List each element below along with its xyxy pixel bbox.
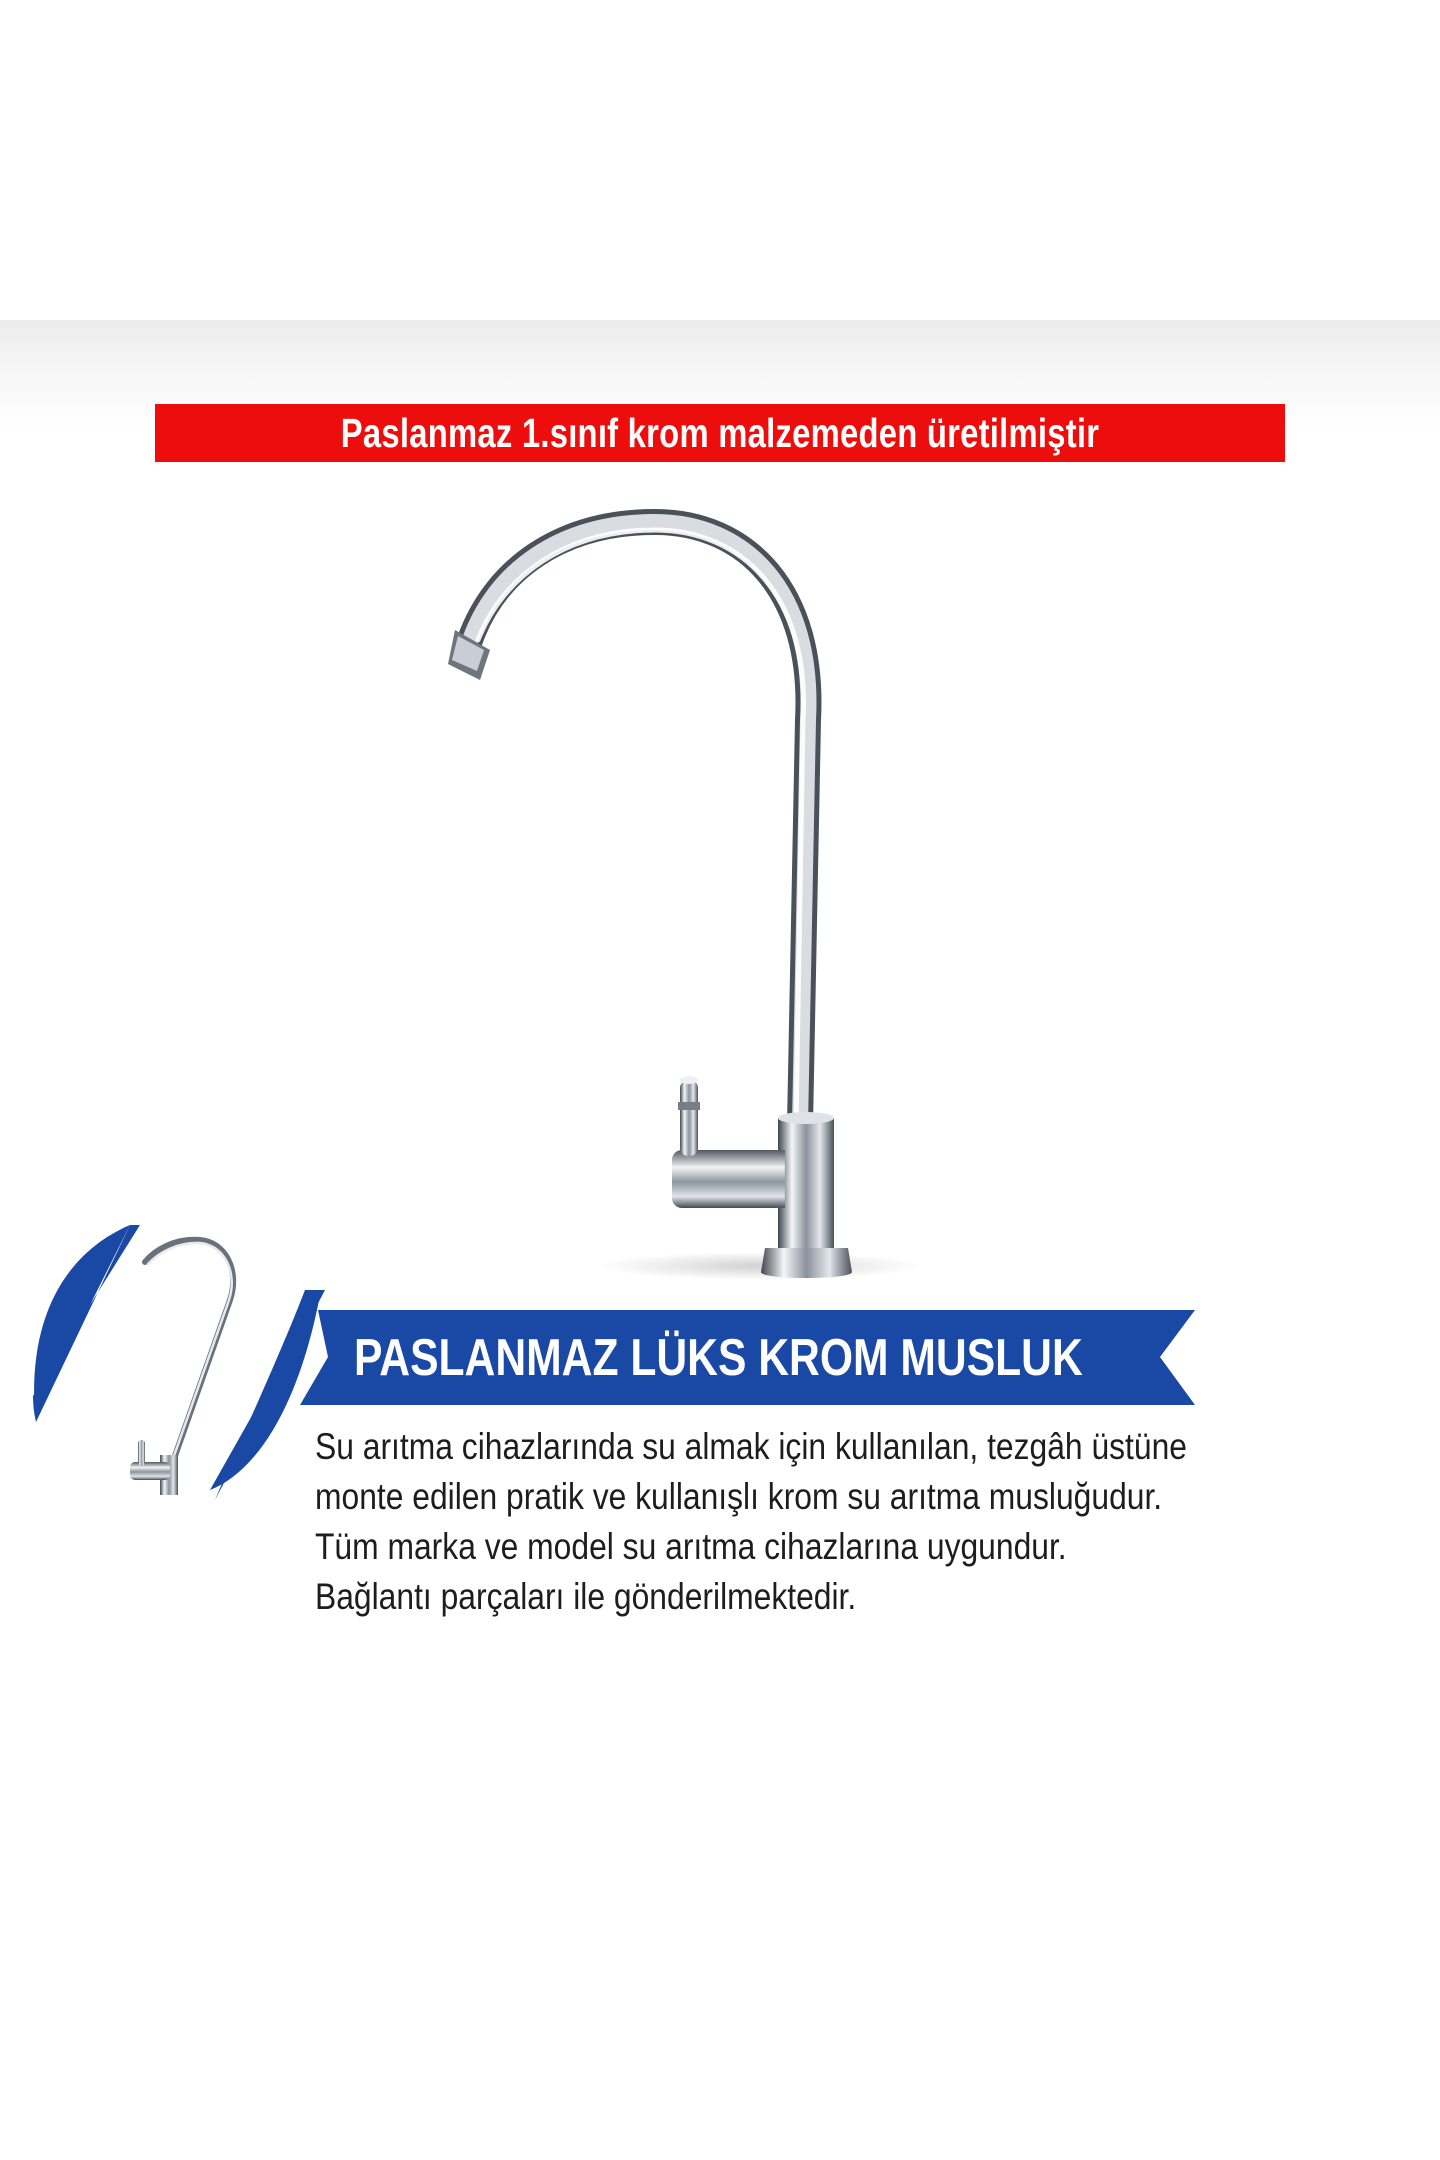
- material-banner-text: Paslanmaz 1.sınıf krom malzemeden üretilmiştir: [340, 409, 1100, 456]
- description-line: Su arıtma cihazlarında su almak için kullanılan, tezgâh üstüne: [315, 1426, 1187, 1467]
- faucet-thumbnail-icon: [0, 1200, 340, 1520]
- description-line: Tüm marka ve model su arıtma cihazlarına uygundur.: [315, 1526, 1067, 1567]
- title-banner: [300, 1310, 1200, 1405]
- description-text: [315, 1422, 1355, 1622]
- material-banner: [155, 404, 1285, 462]
- title-banner-text: PASLANMAZ LÜKS KROM MUSLUK: [354, 1328, 1083, 1387]
- description-line: monte edilen pratik ve kullanışlı krom su arıtma musluğudur.: [315, 1476, 1163, 1517]
- description-line: Bağlantı parçaları ile gönderilmektedir.: [315, 1576, 857, 1617]
